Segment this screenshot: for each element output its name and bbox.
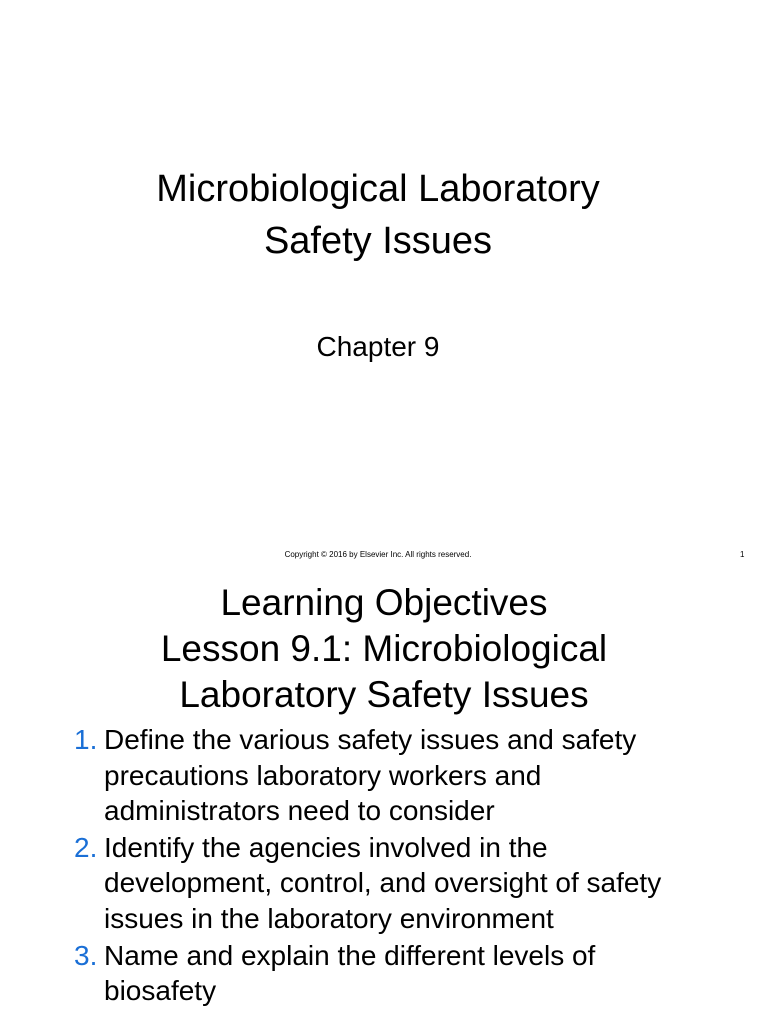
list-item-number: 1.: [74, 724, 98, 755]
slide-subtitle: Chapter 9: [316, 331, 440, 362]
list-item-text: Identify the agencies involved in the development, control, and oversight of safety issues in the laboratory environment: [104, 831, 662, 934]
slide-title: [0, 163, 756, 267]
slide-title-line: Safety Issues: [263, 220, 493, 262]
objectives-slide: [0, 572, 768, 1024]
list-item: [74, 722, 714, 829]
list-item: [74, 938, 714, 1009]
list-item: [74, 830, 714, 937]
slide-title-line: Learning Objectives: [220, 582, 548, 623]
slide-title-line: Microbiological Laboratory: [156, 168, 600, 210]
objectives-list: [74, 722, 714, 1010]
slide-title-line: Laboratory Safety Issues: [179, 674, 589, 715]
copyright-footer: Copyright © 2016 by Elsevier Inc. All rights reserved.: [284, 550, 472, 559]
list-item-number: 2.: [74, 831, 98, 863]
slide-title-line: Lesson 9.1: Microbiological: [160, 628, 608, 669]
list-item-text: Name and explain the different levels of biosafety: [104, 939, 596, 1007]
list-item-number: 3.: [74, 939, 98, 971]
list-item-text: Define the various safety issues and safety precautions laboratory workers and administrators need to consider: [104, 724, 637, 827]
page-number: 1: [740, 550, 745, 559]
slide-title: [0, 580, 768, 718]
